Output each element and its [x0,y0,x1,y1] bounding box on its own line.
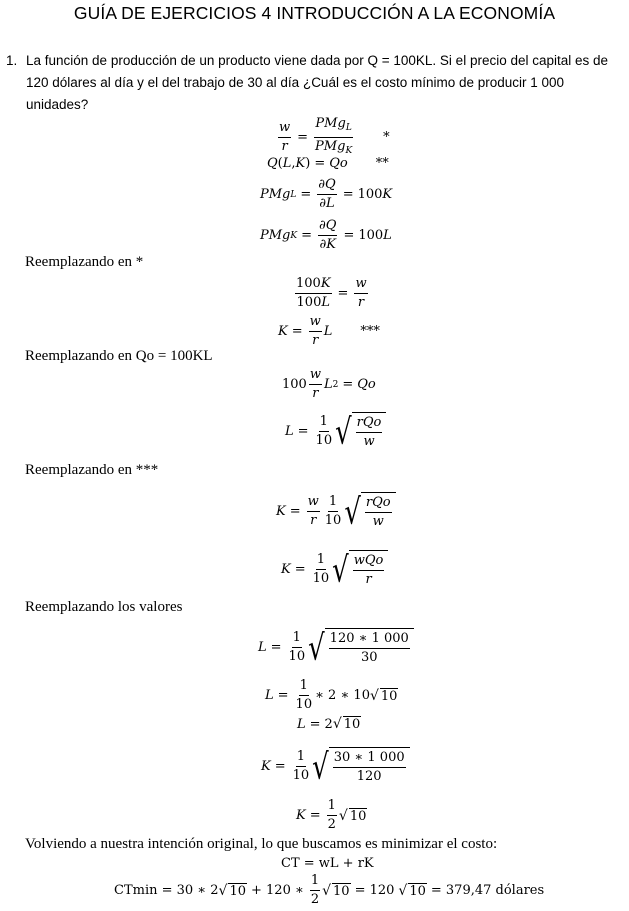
equation-capital-sub: K = $\frac{w}{r}$ $\frac{1}{10}$ √ $\frac{\text{rQo}}{w}$ [276,492,396,530]
step-replace-values: Reemplazando los valores [25,599,183,615]
step-replace-qo: Reemplazando en Qo = 100KL [25,348,213,364]
page-title: GUÍA DE EJERCICIOS 4 INTRODUCCIÓN A LA ECONOMÍA [73,3,556,23]
marker-triple-star: *** [360,324,380,339]
num-hundred: 100 [358,228,384,243]
step-conclusion: Volviendo a nuestra intención original, lo que buscamos es minimizar el costo: [25,836,498,852]
equation-capital-values: K = $\frac{1}{10}$ √ $\frac{30 ∗ 1 000}{120}$ [261,747,410,785]
equation-production: Q ( L , K ) = Qo ** [267,156,389,171]
equation-total-cost: CT = wL + rK [281,856,374,871]
min-cost-value: = 379,47 dólares [430,883,545,898]
equation-substitution: $\frac{100K}{100L}$ = $\frac{w}{r}$ [296,276,367,310]
equation-capital: K = $\frac{w}{r}$ L *** [278,314,380,348]
equation-pmgl: PMg L = $\frac{\partial Q}{\partial L}$ = 100 K [260,177,393,211]
min-cost-label: CTmin = 30 ∗ 2 [114,883,219,898]
problem-number: 1. [6,53,18,68]
step-replace-triple: Reemplazando en *** [25,462,159,478]
equation-capital-result: K = $\frac{1}{2}$ √ 10 [296,798,367,832]
equation-capital-simplified: K = $\frac{1}{10}$ √ $\frac{\text{wQo}}{r}$ [281,550,388,588]
equation-pmgk: PMg K = $\frac{\partial Q}{\partial K}$ = 100 L [260,218,392,252]
equation-labor-square: 100 $\frac{w}{r}$ L 2 = Qo [282,367,376,401]
step-replace-star: Reemplazando en * [25,254,144,270]
marker-star: * [383,130,390,145]
equation-labor-result: L = 2 √ 10 [297,716,361,732]
equation-labor-expanded: L = $\frac{1}{10}$ ∗ 2 ∗ 10 √ 10 [265,678,398,712]
equation-ratio: $\frac{w}{r}$ = $\frac{PMg_L}{PMg_K}$ * [279,116,390,156]
equation-labor: L = $\frac{1}{10}$ √ $\frac{\text{rQo}}{w}$ [285,412,386,450]
equation-min-cost: CTmin = 30 ∗ 2 √ 10 + 120 ∗ $\frac{1}{2}$ √ 10 = 120 √ 10 = 379,47 dólares [114,873,545,907]
equation-labor-values: L = $\frac{1}{10}$ √ $\frac{120 ∗ 1 000}{30}$ [258,628,414,666]
num-hundred: 100 [357,187,383,202]
marker-double-star: ** [375,156,389,171]
problem-text: La función de producción de un producto viene dada por Q = 100KL. Si el precio del capital es de 120 dólares al día y el del trabajo de 30 al día ¿Cuál es el costo mínimo de producir 1 000 unidades? [26,53,609,112]
